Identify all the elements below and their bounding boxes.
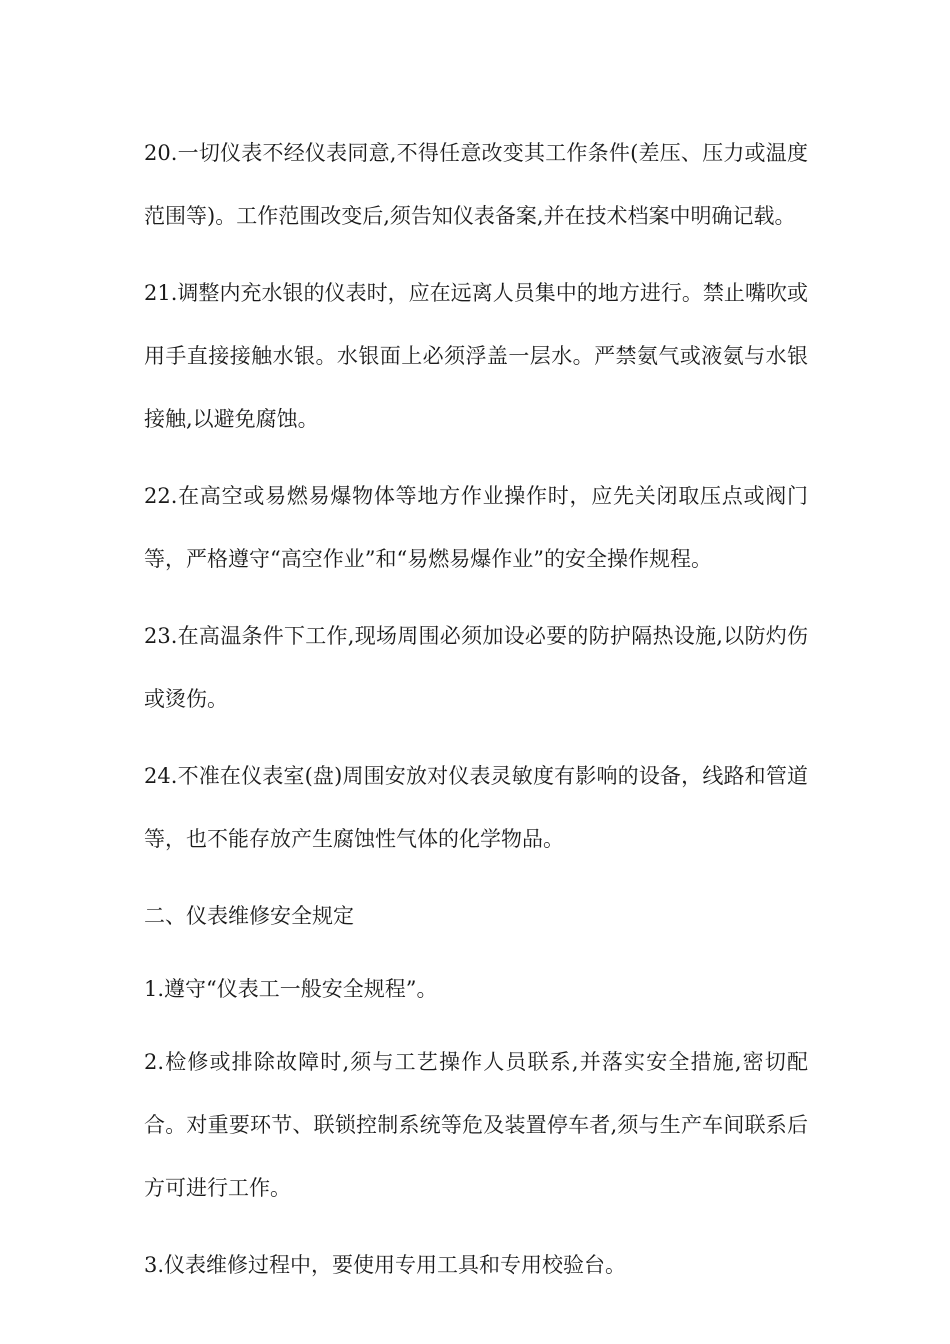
document-body (144, 122, 808, 1307)
paragraph-23: 23.在高温条件下工作,现场周围必须加设必要的防护隔热设施,以防灼伤或烫伤。 (144, 624, 808, 711)
paragraph-24: 24.不准在仪表室(盘)周围安放对仪表灵敏度有影响的设备，线路和管道等，也不能存放产生腐蚀性气体的化学物品。 (144, 764, 808, 851)
paragraph-21: 21.调整内充水银的仪表时，应在远离人员集中的地方进行。禁止嘴吹或用手直接接触水银。水银面上必须浮盖一层水。严禁氨气或液氨与水银接触,以避免腐蚀。 (144, 281, 808, 431)
paragraph-22: 22.在高空或易燃易爆物体等地方作业操作时，应先关闭取压点或阀门等，严格遵守“高空作业”和“易燃易爆作业”的安全操作规程。 (144, 484, 808, 571)
paragraph-20: 20.一切仪表不经仪表同意,不得任意改变其工作条件(差压、压力或温度范围等)。工作范围改变后,须告知仪表备案,并在技术档案中明确记载。 (144, 141, 808, 228)
section-item-2: 2.检修或排除故障时,须与工艺操作人员联系,并落实安全措施,密切配合。对重要环节、联锁控制系统等危及装置停车者,须与生产车间联系后方可进行工作。 (144, 1050, 808, 1200)
section-item-3: 3.仪表维修过程中，要使用专用工具和专用校验台。 (144, 1253, 627, 1277)
section-heading: 二、仪表维修安全规定 (144, 904, 354, 928)
section-item-1: 1.遵守“仪表工一般安全规程”。 (144, 977, 438, 1001)
